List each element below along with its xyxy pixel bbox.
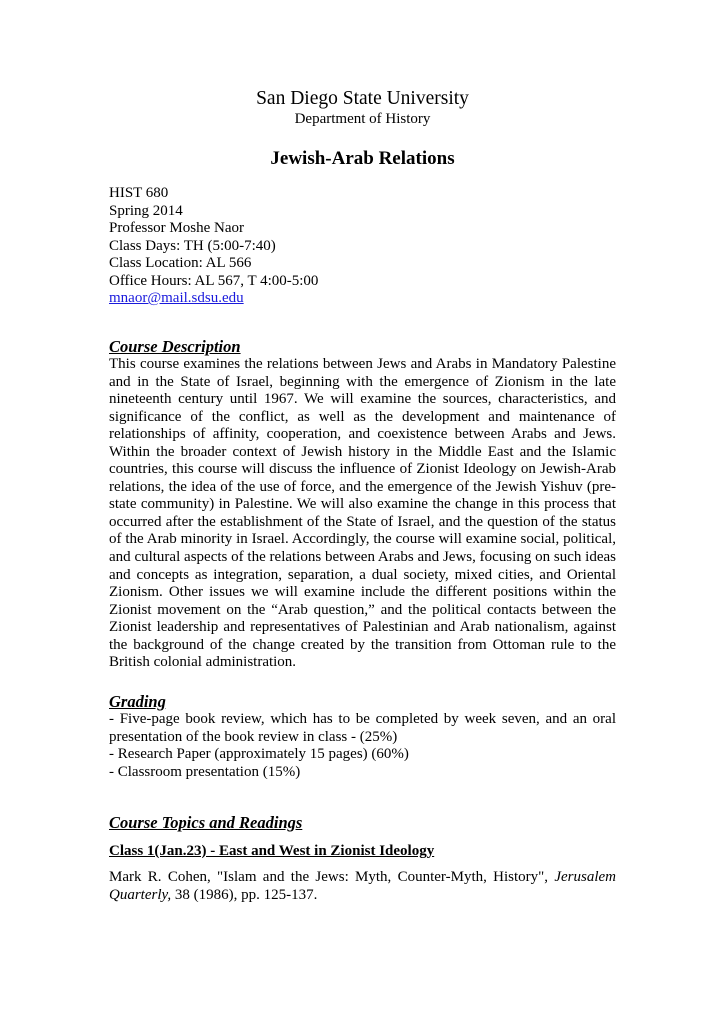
course-code: HIST 680: [109, 185, 169, 201]
course-description-text: This course examines the relations between Jews and Arabs in Mandatory Palestine and in the State of Israel, beginning with the emergence of Zionism in the late nineteenth century until 1967. We will examine the sources, characteristics, and significance of the conflict, as well as the development and maintenance of relationships of affinity, cooperation, and coexistence between Arabs and Jews. Within the broader context of Jewish history in the Middle East and the Islamic countries, this course will discuss the influence of Zionist Ideology on Jewish-Arab relations, the idea of the use of force, and the emergence of the Jewish Yishuv (pre-state community) in Palestine. We will also examine the change in this process that occurred after the establishment of the State of Israel, and the question of the status of the Arab minority in Israel. Accordingly, the course will examine social, political, and cultural aspects of the relations between Arabs and Jews, focusing on such ideas and concepts as integration, separation, a dual society, mixed cities, and Oriental Zionism. Other issues we will examine include the different positions within the Zionist movement on the “Arab question,” and the political contacts between the Zionist leadership and representatives of Palestinian and Arab nationalism, against the background of the change created by the transition from Ottoman rule to the British colonial administration.: [109, 356, 616, 671]
office-hours: Office Hours: AL 567, T 4:00-5:00: [109, 272, 319, 289]
course-info-block: [109, 185, 318, 308]
course-title: Jewish-Arab Relations: [270, 148, 455, 169]
class-1-reading: [109, 869, 616, 904]
email-link[interactable]: mnaor@mail.sdsu.edu: [109, 290, 244, 306]
grading-heading: Grading: [109, 692, 166, 711]
university-name: San Diego State University: [256, 88, 469, 109]
reading-journal: Jerusalem Quarterly,: [109, 869, 617, 903]
professor-name: Professor Moshe Naor: [109, 220, 244, 236]
grading-item-research-paper: - Research Paper (approximately 15 pages) (60%): [109, 746, 409, 763]
reading-details: 38 (1986), pp. 125-137.: [174, 886, 318, 903]
department-name: Department of History: [294, 111, 431, 127]
class-location: Class Location: AL 566: [109, 255, 252, 271]
grading-item-book-review: - Five-page book review, which has to be completed by week seven, and an oral presentation of the book review in class - (25%): [109, 711, 616, 745]
course-topics-heading: Course Topics and Readings: [109, 813, 303, 832]
grading-item-presentation: - Classroom presentation (15%): [109, 763, 301, 780]
class-days: Class Days: TH (5:00-7:40): [109, 237, 276, 254]
class-1-heading: Class 1(Jan.23) - East and West in Zionist Ideology: [109, 843, 435, 859]
course-term: Spring 2014: [109, 202, 183, 219]
course-description-heading: Course Description: [109, 337, 241, 356]
reading-author-title: Mark R. Cohen, "Islam and the Jews: Myth, Counter-Myth, History",: [109, 869, 549, 885]
grading-list: [109, 711, 616, 781]
